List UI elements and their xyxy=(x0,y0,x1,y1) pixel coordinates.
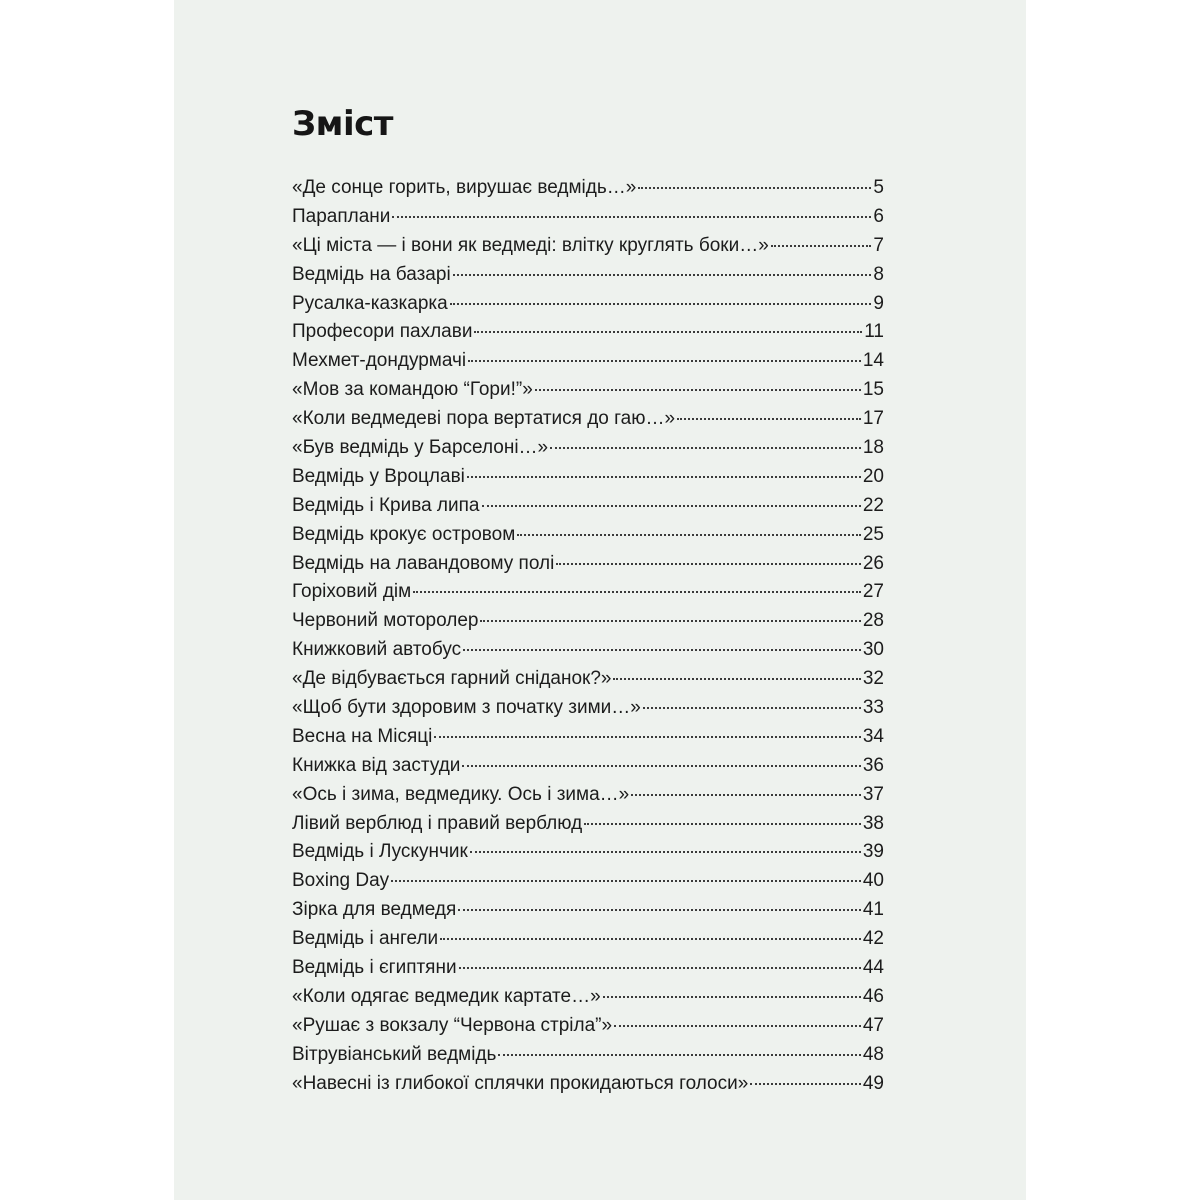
toc-entry xyxy=(292,581,884,610)
dot-leader xyxy=(556,563,861,565)
toc-entry xyxy=(292,466,884,495)
entry-page-number: 14 xyxy=(862,350,884,372)
entry-title: Параплани xyxy=(292,205,391,227)
book-page xyxy=(174,0,1026,1200)
entry-title: Весна на Місяці xyxy=(292,725,433,747)
dot-leader xyxy=(638,187,871,189)
dot-leader xyxy=(584,823,861,825)
entry-page-number: 9 xyxy=(873,292,884,314)
dot-leader xyxy=(458,909,861,911)
entry-page-number: 18 xyxy=(862,437,884,459)
entry-page-number: 47 xyxy=(862,1014,884,1036)
entry-page-number: 48 xyxy=(862,1043,884,1065)
toc-entry xyxy=(292,235,884,264)
dot-leader xyxy=(750,1083,861,1085)
entry-page-number: 30 xyxy=(862,639,884,661)
entry-title: Зірка для ведмедя xyxy=(292,899,457,921)
entry-title: «Навесні із глибокої сплячки прокидаються голоси» xyxy=(292,1072,749,1094)
toc-entry xyxy=(292,350,884,379)
dot-leader xyxy=(613,678,860,680)
toc-entry xyxy=(292,321,884,350)
page-title: Зміст xyxy=(292,104,393,144)
toc-entry xyxy=(292,408,884,437)
dot-leader xyxy=(550,447,861,449)
entry-page-number: 17 xyxy=(862,408,884,430)
dot-leader xyxy=(467,476,861,478)
entry-page-number: 20 xyxy=(862,465,884,487)
dot-leader xyxy=(643,707,861,709)
dot-leader xyxy=(482,505,861,507)
dot-leader xyxy=(517,534,861,536)
entry-title: Ведмідь на лавандовому полі xyxy=(292,552,555,574)
entry-title: Червоний моторолер xyxy=(292,610,479,632)
entry-title: Горіховий дім xyxy=(292,581,412,603)
toc-entry xyxy=(292,379,884,408)
toc-entry xyxy=(292,437,884,466)
entry-title: «Рушає з вокзалу “Червона стріла”» xyxy=(292,1014,613,1036)
toc-entry xyxy=(292,813,884,842)
entry-title: «Коли ведмедеві пора вертатися до гаю…» xyxy=(292,408,676,430)
entry-title: Мехмет-дондурмачі xyxy=(292,350,467,372)
dot-leader xyxy=(391,880,861,882)
entry-title: Лівий верблюд і правий верблюд xyxy=(292,812,583,834)
entry-page-number: 28 xyxy=(862,610,884,632)
entry-page-number: 6 xyxy=(873,205,884,227)
toc-entry xyxy=(292,928,884,957)
dot-leader xyxy=(450,303,872,305)
toc-entry xyxy=(292,495,884,524)
dot-leader xyxy=(468,360,861,362)
entry-page-number: 34 xyxy=(862,725,884,747)
entry-page-number: 41 xyxy=(862,899,884,921)
toc-entry xyxy=(292,668,884,697)
entry-title: «Щоб бути здоровим з початку зими…» xyxy=(292,697,641,719)
toc-entry xyxy=(292,1044,884,1073)
dot-leader xyxy=(462,765,860,767)
entry-page-number: 42 xyxy=(862,928,884,950)
entry-page-number: 40 xyxy=(862,870,884,892)
toc-entry xyxy=(292,264,884,293)
entry-title: Ведмідь і Лускунчик xyxy=(292,841,468,863)
entry-title: Книжка від застуди xyxy=(292,754,461,776)
entry-title: Ведмідь у Вроцлаві xyxy=(292,465,465,487)
dot-leader xyxy=(463,649,861,651)
toc-entry xyxy=(292,553,884,582)
toc-entry xyxy=(292,1015,884,1044)
dot-leader xyxy=(535,389,861,391)
entry-page-number: 22 xyxy=(862,494,884,516)
entry-page-number: 15 xyxy=(862,379,884,401)
dot-leader xyxy=(603,996,861,998)
dot-leader xyxy=(392,216,871,218)
toc-entry xyxy=(292,899,884,928)
entry-page-number: 32 xyxy=(862,668,884,690)
entry-page-number: 37 xyxy=(862,783,884,805)
entry-title: Ведмідь і ангели xyxy=(292,928,439,950)
toc-entry xyxy=(292,870,884,899)
entry-title: «Коли одягає ведмедик картате…» xyxy=(292,985,601,1007)
toc-entry xyxy=(292,610,884,639)
entry-title: «Де відбувається гарний сніданок?» xyxy=(292,668,612,690)
dot-leader xyxy=(498,1054,860,1056)
entry-page-number: 38 xyxy=(862,812,884,834)
toc-entry xyxy=(292,293,884,322)
toc-entry xyxy=(292,206,884,235)
dot-leader xyxy=(470,851,861,853)
entry-page-number: 25 xyxy=(862,523,884,545)
entry-title: «Був ведмідь у Барселоні…» xyxy=(292,437,549,459)
entry-title: «Де сонце горить, вирушає ведмідь…» xyxy=(292,177,637,198)
toc-entry xyxy=(292,177,884,206)
dot-leader xyxy=(614,1025,861,1027)
toc-entry xyxy=(292,986,884,1015)
entry-page-number: 11 xyxy=(864,321,884,343)
dot-leader xyxy=(434,736,861,738)
entry-title: Ведмідь крокує островом xyxy=(292,523,516,545)
entry-title: Русалка-казкарка xyxy=(292,292,448,314)
entry-page-number: 33 xyxy=(862,697,884,719)
entry-page-number: 46 xyxy=(862,985,884,1007)
toc-entry xyxy=(292,524,884,553)
entry-page-number: 8 xyxy=(873,263,884,285)
dot-leader xyxy=(453,274,872,276)
toc-entry xyxy=(292,957,884,986)
entry-title: «Ось і зима, ведмедику. Ось і зима…» xyxy=(292,783,630,805)
entry-page-number: 7 xyxy=(873,234,884,256)
entry-page-number: 49 xyxy=(862,1072,884,1094)
entry-title: Книжковий автобус xyxy=(292,639,462,661)
entry-page-number: 39 xyxy=(862,841,884,863)
toc-entry xyxy=(292,1073,884,1102)
entry-title: Вітрувіанський ведмідь xyxy=(292,1043,497,1065)
entry-page-number: 26 xyxy=(862,552,884,574)
toc-entry xyxy=(292,784,884,813)
table-of-contents xyxy=(292,177,884,1102)
dot-leader xyxy=(771,245,872,247)
toc-entry xyxy=(292,841,884,870)
dot-leader xyxy=(474,331,862,333)
toc-entry xyxy=(292,639,884,668)
entry-title: «Ці міста — і вони як ведмеді: влітку круглять боки…» xyxy=(292,234,769,256)
entry-title: Boxing Day xyxy=(292,870,390,892)
dot-leader xyxy=(677,418,861,420)
entry-title: «Мов за командою “Гори!”» xyxy=(292,379,533,401)
entry-title: Ведмідь і Крива липа xyxy=(292,494,480,516)
toc-entry xyxy=(292,697,884,726)
entry-page-number: 36 xyxy=(862,754,884,776)
toc-entry xyxy=(292,755,884,784)
entry-title: Ведмідь на базарі xyxy=(292,263,451,285)
toc-entry xyxy=(292,726,884,755)
entry-page-number: 5 xyxy=(873,177,884,198)
entry-title: Ведмідь і єгиптяни xyxy=(292,957,457,979)
entry-title: Професори пахлави xyxy=(292,321,473,343)
dot-leader xyxy=(480,620,860,622)
dot-leader xyxy=(631,794,861,796)
dot-leader xyxy=(459,967,861,969)
entry-page-number: 27 xyxy=(862,581,884,603)
dot-leader xyxy=(413,591,861,593)
dot-leader xyxy=(440,938,861,940)
entry-page-number: 44 xyxy=(862,957,884,979)
